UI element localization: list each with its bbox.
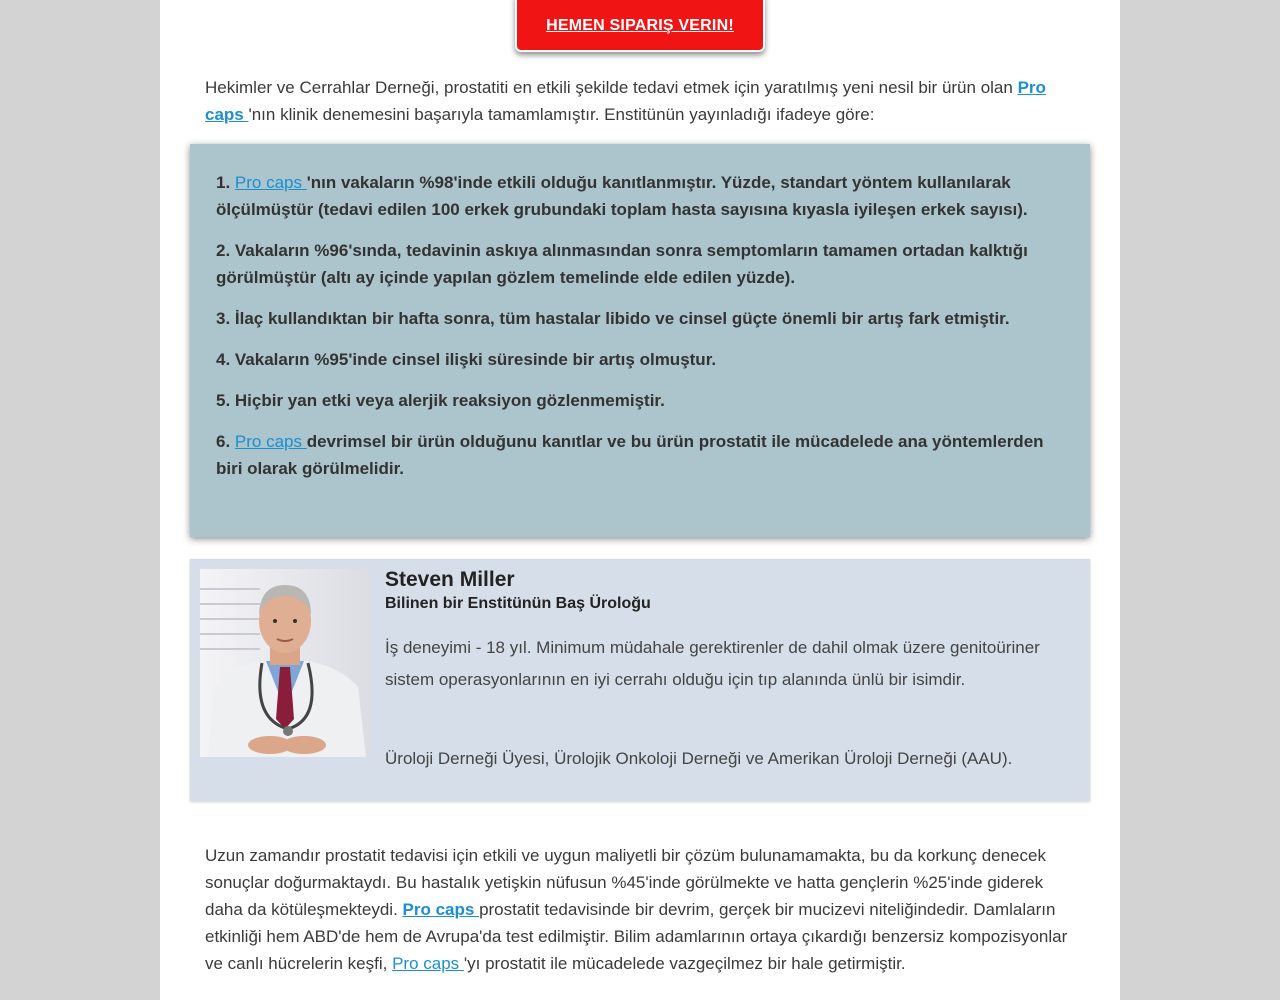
doctor-membership: Üroloji Derneği Üyesi, Ürolojik Onkoloji Derneği ve Amerikan Üroloji Derneği (AAU). bbox=[385, 749, 1013, 768]
doctor-photo bbox=[200, 569, 370, 757]
doctor-title: Bilinen bir Enstitünün Baş Üroloğu bbox=[385, 595, 651, 612]
result-item-1-text: 'nın vakaların %98'inde etkili olduğu kanıtlanmıştır. Yüzde, standart yöntem kullanılarak ölçülmüştür (tedavi edilen 100 erkek grubundaki toplam hasta sayısına kıyasla iyileşen erkek sayısı). bbox=[216, 173, 1028, 219]
result-item-1-number: 1. bbox=[216, 173, 235, 192]
story-paragraph bbox=[205, 842, 1075, 977]
result-item-4: 4. Vakaların %95'inde cinsel ilişki süresinde bir artış olmuştur. bbox=[216, 350, 717, 369]
doctor-name: Steven Miller bbox=[385, 568, 515, 591]
intro-text-after: 'nın klinik denemesini başarıyla tamamlamıştır. Enstitünün yayınladığı ifadeye göre: bbox=[248, 105, 875, 124]
product-link[interactable]: Pro caps bbox=[402, 900, 480, 919]
result-item-6 bbox=[216, 428, 1064, 482]
clinical-results-box bbox=[190, 144, 1090, 537]
product-link[interactable]: Pro caps bbox=[205, 78, 1046, 124]
story-text-1: Uzun zamandır prostatit tedavisi için etkili ve uygun maliyetli bir çözüm bulunamamakta, bu da korkunç denecek sonuçlar doğurmaktaydı. Bu hastalık yetişkin nüfusun %45'inde görülmekte ve hatta gençlerin %25'inde giderek daha da kötüleşmekteydi. bbox=[205, 846, 1046, 919]
result-item-1 bbox=[216, 169, 1064, 223]
product-link[interactable]: Pro caps bbox=[234, 173, 307, 192]
doctor-portrait-image bbox=[200, 569, 370, 757]
story-text-3: 'yı prostatit ile mücadelede vazgeçilmez bir hale getirmiştir. bbox=[463, 954, 906, 973]
landing-page bbox=[160, 0, 1120, 1000]
product-link[interactable]: Pro caps bbox=[234, 432, 307, 451]
order-now-label: HEMEN SIPARIŞ VERIN! bbox=[546, 17, 734, 34]
result-item-5: 5. Hiçbir yan etki veya alerjik reaksiyon gözlenmemiştir. bbox=[216, 391, 665, 410]
doctor-card bbox=[190, 559, 1090, 801]
result-item-3: 3. İlaç kullandıktan bir hafta sonra, tüm hastalar libido ve cinsel güçte önemli bir artış fark etmiştir. bbox=[216, 309, 1010, 328]
intro-text-before: Hekimler ve Cerrahlar Derneği, prostatiti en etkili şekilde tedavi etmek için yaratılmış yeni nesil bir ürün olan bbox=[205, 78, 1018, 97]
story-text-2: prostatit tedavisinde bir devrim, gerçek bir mucizevi niteliğindedir. Damlaların etkinliği hem ABD'de hem de Avrupa'da test edilmiştir. Bilim adamlarının ortaya çıkardığı benzersiz kompozisyonlar ve canlı hücrelerin keşfi, bbox=[205, 900, 1068, 973]
order-now-button[interactable] bbox=[515, 0, 765, 52]
result-item-6-text: devrimsel bir ürün olduğunu kanıtlar ve bu ürün prostatit ile mücadelede ana yöntemlerden biri olarak görülmelidir. bbox=[216, 432, 1044, 478]
intro-paragraph bbox=[205, 74, 1085, 128]
product-link[interactable]: Pro caps bbox=[392, 954, 464, 973]
doctor-bio: İş deneyimi - 18 yıl. Minimum müdahale gerektirenler de dahil olmak üzere genitoüriner sistem operasyonlarının en iyi cerrahı olduğu için tıp alanında ünlü bir isimdir. bbox=[385, 638, 1040, 689]
result-item-6-number: 6. bbox=[216, 432, 235, 451]
result-item-2: 2. Vakaların %96'sında, tedavinin askıya alınmasından sonra semptomların tamamen ortadan kalktığı görülmüştür (altı ay içinde yapılan gözlem temelinde elde edilen yüzde). bbox=[216, 241, 1028, 287]
